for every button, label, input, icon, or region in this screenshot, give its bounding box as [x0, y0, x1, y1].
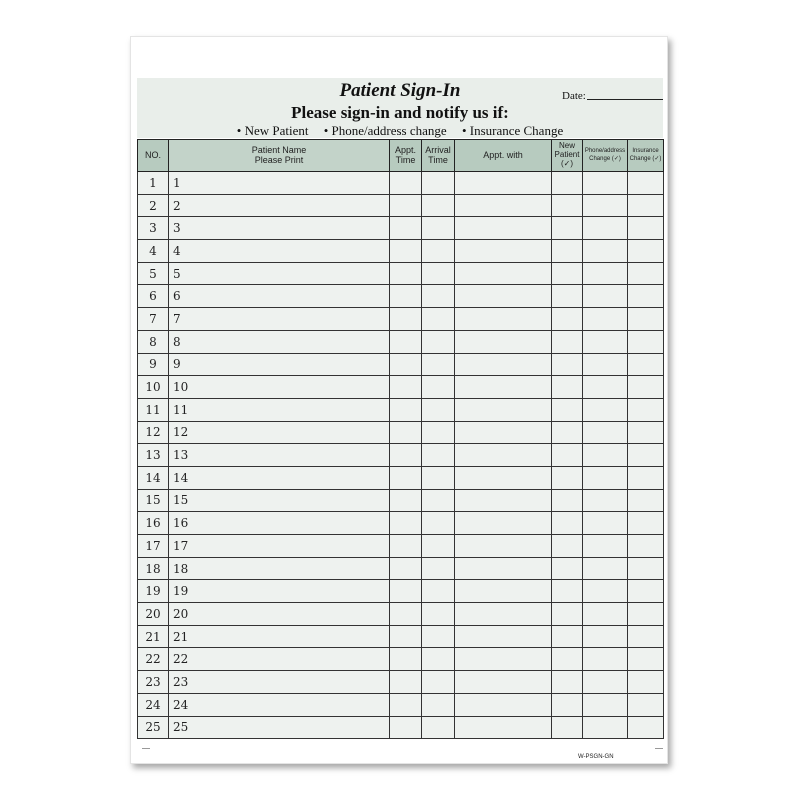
patient-name-cell[interactable]: 4 — [169, 240, 390, 263]
phone-address-check[interactable] — [583, 580, 628, 603]
appt-time-cell[interactable] — [390, 376, 422, 399]
appt-with-cell[interactable] — [455, 217, 552, 240]
insurance-check[interactable] — [628, 557, 664, 580]
patient-name-cell[interactable]: 15 — [169, 489, 390, 512]
appt-with-cell[interactable] — [455, 421, 552, 444]
phone-address-check[interactable] — [583, 376, 628, 399]
table-row — [138, 603, 664, 626]
arrival-time-cell[interactable] — [422, 376, 455, 399]
col-header-appt-with: Appt. with — [455, 140, 552, 172]
insurance-check[interactable] — [628, 648, 664, 671]
table-row — [138, 693, 664, 716]
sign-in-table — [137, 139, 664, 739]
col-header-insurance-change: Insurance Change (✓) — [628, 140, 664, 172]
insurance-check[interactable] — [628, 489, 664, 512]
row-number: 13 — [138, 444, 169, 467]
patient-name-cell[interactable]: 6 — [169, 285, 390, 308]
phone-address-check[interactable] — [583, 398, 628, 421]
table-row — [138, 671, 664, 694]
bullet-insurance: • Insurance Change — [461, 123, 564, 138]
patient-name-cell[interactable]: 16 — [169, 512, 390, 535]
table-row — [138, 376, 664, 399]
patient-name-cell[interactable]: 14 — [169, 466, 390, 489]
phone-address-check[interactable] — [583, 535, 628, 558]
appt-time-cell[interactable] — [390, 489, 422, 512]
row-number: 11 — [138, 398, 169, 421]
appt-with-cell[interactable] — [455, 625, 552, 648]
new-patient-check[interactable] — [552, 398, 583, 421]
new-patient-check[interactable] — [552, 330, 583, 353]
arrival-time-cell[interactable] — [422, 580, 455, 603]
appt-with-cell[interactable] — [455, 262, 552, 285]
arrival-time-cell[interactable] — [422, 353, 455, 376]
table-row — [138, 330, 664, 353]
patient-name-cell[interactable]: 8 — [169, 330, 390, 353]
new-patient-check[interactable] — [552, 421, 583, 444]
new-patient-check[interactable] — [552, 466, 583, 489]
table-row — [138, 489, 664, 512]
insurance-check[interactable] — [628, 535, 664, 558]
appt-time-cell[interactable] — [390, 217, 422, 240]
appt-with-cell[interactable] — [455, 557, 552, 580]
appt-time-cell[interactable] — [390, 353, 422, 376]
row-number: 7 — [138, 308, 169, 331]
appt-time-cell[interactable] — [390, 308, 422, 331]
arrival-time-cell[interactable] — [422, 466, 455, 489]
patient-name-cell[interactable]: 17 — [169, 535, 390, 558]
insurance-check[interactable] — [628, 625, 664, 648]
patient-name-cell[interactable]: 20 — [169, 603, 390, 626]
appt-with-cell[interactable] — [455, 535, 552, 558]
appt-time-cell[interactable] — [390, 285, 422, 308]
appt-time-cell[interactable] — [390, 648, 422, 671]
appt-time-cell[interactable] — [390, 240, 422, 263]
patient-name-cell[interactable]: 10 — [169, 376, 390, 399]
row-number: 17 — [138, 535, 169, 558]
new-patient-check[interactable] — [552, 603, 583, 626]
new-patient-check[interactable] — [552, 512, 583, 535]
appt-time-cell[interactable] — [390, 330, 422, 353]
row-number: 18 — [138, 557, 169, 580]
notify-bullets — [0, 123, 800, 139]
new-patient-check[interactable] — [552, 716, 583, 739]
date-field[interactable] — [587, 99, 663, 100]
arrival-time-cell[interactable] — [422, 603, 455, 626]
table-row — [138, 194, 664, 217]
phone-address-check[interactable] — [583, 421, 628, 444]
appt-time-cell[interactable] — [390, 398, 422, 421]
row-number: 10 — [138, 376, 169, 399]
row-number: 3 — [138, 217, 169, 240]
patient-name-cell[interactable]: 13 — [169, 444, 390, 467]
table-row — [138, 444, 664, 467]
new-patient-check[interactable] — [552, 444, 583, 467]
appt-with-cell[interactable] — [455, 172, 552, 195]
phone-address-check[interactable] — [583, 466, 628, 489]
insurance-check[interactable] — [628, 671, 664, 694]
row-number: 9 — [138, 353, 169, 376]
bullet-phone-address: • Phone/address change — [323, 123, 447, 138]
arrival-time-cell[interactable] — [422, 172, 455, 195]
row-number: 23 — [138, 671, 169, 694]
patient-name-cell[interactable]: 7 — [169, 308, 390, 331]
phone-address-check[interactable] — [583, 172, 628, 195]
patient-name-cell[interactable]: 5 — [169, 262, 390, 285]
appt-time-cell[interactable] — [390, 444, 422, 467]
table-row — [138, 580, 664, 603]
col-header-arrival-time: Arrival Time — [422, 140, 455, 172]
phone-address-check[interactable] — [583, 217, 628, 240]
insurance-check[interactable] — [628, 308, 664, 331]
arrival-time-cell[interactable] — [422, 693, 455, 716]
appt-with-cell[interactable] — [455, 648, 552, 671]
arrival-time-cell[interactable] — [422, 557, 455, 580]
table-row — [138, 308, 664, 331]
arrival-time-cell[interactable] — [422, 308, 455, 331]
insurance-check[interactable] — [628, 240, 664, 263]
new-patient-check[interactable] — [552, 308, 583, 331]
phone-address-check[interactable] — [583, 330, 628, 353]
insurance-check[interactable] — [628, 466, 664, 489]
insurance-check[interactable] — [628, 376, 664, 399]
table-row — [138, 625, 664, 648]
row-number: 8 — [138, 330, 169, 353]
appt-with-cell[interactable] — [455, 466, 552, 489]
appt-time-cell[interactable] — [390, 671, 422, 694]
row-number: 21 — [138, 625, 169, 648]
crop-mark-left — [142, 748, 150, 749]
row-number: 25 — [138, 716, 169, 739]
appt-with-cell[interactable] — [455, 240, 552, 263]
new-patient-check[interactable] — [552, 194, 583, 217]
phone-address-check[interactable] — [583, 693, 628, 716]
phone-address-check[interactable] — [583, 489, 628, 512]
appt-with-cell[interactable] — [455, 444, 552, 467]
appt-with-cell[interactable] — [455, 398, 552, 421]
phone-address-check[interactable] — [583, 353, 628, 376]
phone-address-check[interactable] — [583, 625, 628, 648]
col-header-patient-name: Patient Name Please Print — [169, 140, 390, 172]
phone-address-check[interactable] — [583, 716, 628, 739]
form-subtitle: Please sign-in and notify us if: — [291, 103, 509, 122]
arrival-time-cell[interactable] — [422, 512, 455, 535]
row-number: 24 — [138, 693, 169, 716]
patient-name-cell[interactable]: 12 — [169, 421, 390, 444]
new-patient-check[interactable] — [552, 376, 583, 399]
table-row — [138, 557, 664, 580]
new-patient-check[interactable] — [552, 489, 583, 512]
phone-address-check[interactable] — [583, 240, 628, 263]
arrival-time-cell[interactable] — [422, 671, 455, 694]
new-patient-check[interactable] — [552, 580, 583, 603]
new-patient-check[interactable] — [552, 353, 583, 376]
appt-with-cell[interactable] — [455, 580, 552, 603]
patient-name-cell[interactable]: 1 — [169, 172, 390, 195]
appt-time-cell[interactable] — [390, 194, 422, 217]
appt-time-cell[interactable] — [390, 535, 422, 558]
col-header-appt-time: Appt. Time — [390, 140, 422, 172]
new-patient-check[interactable] — [552, 217, 583, 240]
table-row — [138, 172, 664, 195]
patient-name-cell[interactable]: 19 — [169, 580, 390, 603]
phone-address-check[interactable] — [583, 557, 628, 580]
new-patient-check[interactable] — [552, 262, 583, 285]
new-patient-check[interactable] — [552, 172, 583, 195]
appt-with-cell[interactable] — [455, 716, 552, 739]
new-patient-check[interactable] — [552, 240, 583, 263]
row-number: 2 — [138, 194, 169, 217]
insurance-check[interactable] — [628, 716, 664, 739]
new-patient-check[interactable] — [552, 285, 583, 308]
phone-address-check[interactable] — [583, 648, 628, 671]
patient-name-cell[interactable]: 24 — [169, 693, 390, 716]
row-number: 12 — [138, 421, 169, 444]
new-patient-check[interactable] — [552, 535, 583, 558]
row-number: 14 — [138, 466, 169, 489]
insurance-check[interactable] — [628, 444, 664, 467]
appt-time-cell[interactable] — [390, 262, 422, 285]
patient-name-cell[interactable]: 25 — [169, 716, 390, 739]
appt-with-cell[interactable] — [455, 308, 552, 331]
insurance-check[interactable] — [628, 580, 664, 603]
patient-name-cell[interactable]: 3 — [169, 217, 390, 240]
arrival-time-cell[interactable] — [422, 398, 455, 421]
table-row — [138, 217, 664, 240]
insurance-check[interactable] — [628, 693, 664, 716]
table-row — [138, 466, 664, 489]
new-patient-check[interactable] — [552, 671, 583, 694]
table-row — [138, 353, 664, 376]
col-header-new-patient: New Patient (✓) — [552, 140, 583, 172]
insurance-check[interactable] — [628, 398, 664, 421]
phone-address-check[interactable] — [583, 308, 628, 331]
row-number: 5 — [138, 262, 169, 285]
new-patient-check[interactable] — [552, 693, 583, 716]
row-number: 15 — [138, 489, 169, 512]
appt-with-cell[interactable] — [455, 330, 552, 353]
appt-with-cell[interactable] — [455, 285, 552, 308]
arrival-time-cell[interactable] — [422, 489, 455, 512]
row-number: 22 — [138, 648, 169, 671]
row-number: 16 — [138, 512, 169, 535]
arrival-time-cell[interactable] — [422, 625, 455, 648]
insurance-check[interactable] — [628, 353, 664, 376]
appt-with-cell[interactable] — [455, 376, 552, 399]
new-patient-check[interactable] — [552, 648, 583, 671]
arrival-time-cell[interactable] — [422, 716, 455, 739]
appt-time-cell[interactable] — [390, 466, 422, 489]
insurance-check[interactable] — [628, 512, 664, 535]
patient-name-cell[interactable]: 22 — [169, 648, 390, 671]
table-row — [138, 285, 664, 308]
row-number: 19 — [138, 580, 169, 603]
appt-with-cell[interactable] — [455, 353, 552, 376]
table-row — [138, 398, 664, 421]
new-patient-check[interactable] — [552, 625, 583, 648]
arrival-time-cell[interactable] — [422, 535, 455, 558]
arrival-time-cell[interactable] — [422, 217, 455, 240]
appt-time-cell[interactable] — [390, 512, 422, 535]
appt-time-cell[interactable] — [390, 421, 422, 444]
new-patient-check[interactable] — [552, 557, 583, 580]
appt-with-cell[interactable] — [455, 194, 552, 217]
insurance-check[interactable] — [628, 217, 664, 240]
arrival-time-cell[interactable] — [422, 285, 455, 308]
table-row — [138, 512, 664, 535]
insurance-check[interactable] — [628, 421, 664, 444]
form-code: W-PSGN-GN — [578, 754, 614, 760]
patient-name-cell[interactable]: 21 — [169, 625, 390, 648]
table-row — [138, 535, 664, 558]
row-number: 1 — [138, 172, 169, 195]
appt-with-cell[interactable] — [455, 489, 552, 512]
patient-name-cell[interactable]: 18 — [169, 557, 390, 580]
table-row — [138, 262, 664, 285]
arrival-time-cell[interactable] — [422, 444, 455, 467]
appt-time-cell[interactable] — [390, 625, 422, 648]
phone-address-check[interactable] — [583, 603, 628, 626]
arrival-time-cell[interactable] — [422, 240, 455, 263]
insurance-check[interactable] — [628, 172, 664, 195]
appt-with-cell[interactable] — [455, 512, 552, 535]
form-title: Patient Sign-In — [339, 80, 461, 101]
arrival-time-cell[interactable] — [422, 648, 455, 671]
appt-time-cell[interactable] — [390, 172, 422, 195]
table-row — [138, 421, 664, 444]
patient-name-cell[interactable]: 11 — [169, 398, 390, 421]
appt-time-cell[interactable] — [390, 693, 422, 716]
insurance-check[interactable] — [628, 603, 664, 626]
row-number: 4 — [138, 240, 169, 263]
insurance-check[interactable] — [628, 285, 664, 308]
table-row — [138, 240, 664, 263]
arrival-time-cell[interactable] — [422, 330, 455, 353]
appt-with-cell[interactable] — [455, 671, 552, 694]
appt-with-cell[interactable] — [455, 603, 552, 626]
phone-address-check[interactable] — [583, 285, 628, 308]
arrival-time-cell[interactable] — [422, 421, 455, 444]
insurance-check[interactable] — [628, 194, 664, 217]
patient-name-cell[interactable]: 2 — [169, 194, 390, 217]
appt-time-cell[interactable] — [390, 716, 422, 739]
arrival-time-cell[interactable] — [422, 262, 455, 285]
phone-address-check[interactable] — [583, 262, 628, 285]
date-label: Date: — [562, 90, 586, 102]
phone-address-check[interactable] — [583, 444, 628, 467]
table-row — [138, 716, 664, 739]
table-row — [138, 648, 664, 671]
col-header-phone-address-change: Phone/address Change (✓) — [583, 140, 628, 172]
header-row — [138, 140, 664, 172]
row-number: 20 — [138, 603, 169, 626]
appt-time-cell[interactable] — [390, 557, 422, 580]
appt-time-cell[interactable] — [390, 603, 422, 626]
insurance-check[interactable] — [628, 262, 664, 285]
bullet-new-patient: • New Patient — [236, 123, 309, 138]
appt-with-cell[interactable] — [455, 693, 552, 716]
row-number: 6 — [138, 285, 169, 308]
phone-address-check[interactable] — [583, 194, 628, 217]
col-header-no: NO. — [138, 140, 169, 172]
patient-name-cell[interactable]: 9 — [169, 353, 390, 376]
arrival-time-cell[interactable] — [422, 194, 455, 217]
phone-address-check[interactable] — [583, 671, 628, 694]
insurance-check[interactable] — [628, 330, 664, 353]
phone-address-check[interactable] — [583, 512, 628, 535]
appt-time-cell[interactable] — [390, 580, 422, 603]
patient-name-cell[interactable]: 23 — [169, 671, 390, 694]
crop-mark-right — [655, 748, 663, 749]
